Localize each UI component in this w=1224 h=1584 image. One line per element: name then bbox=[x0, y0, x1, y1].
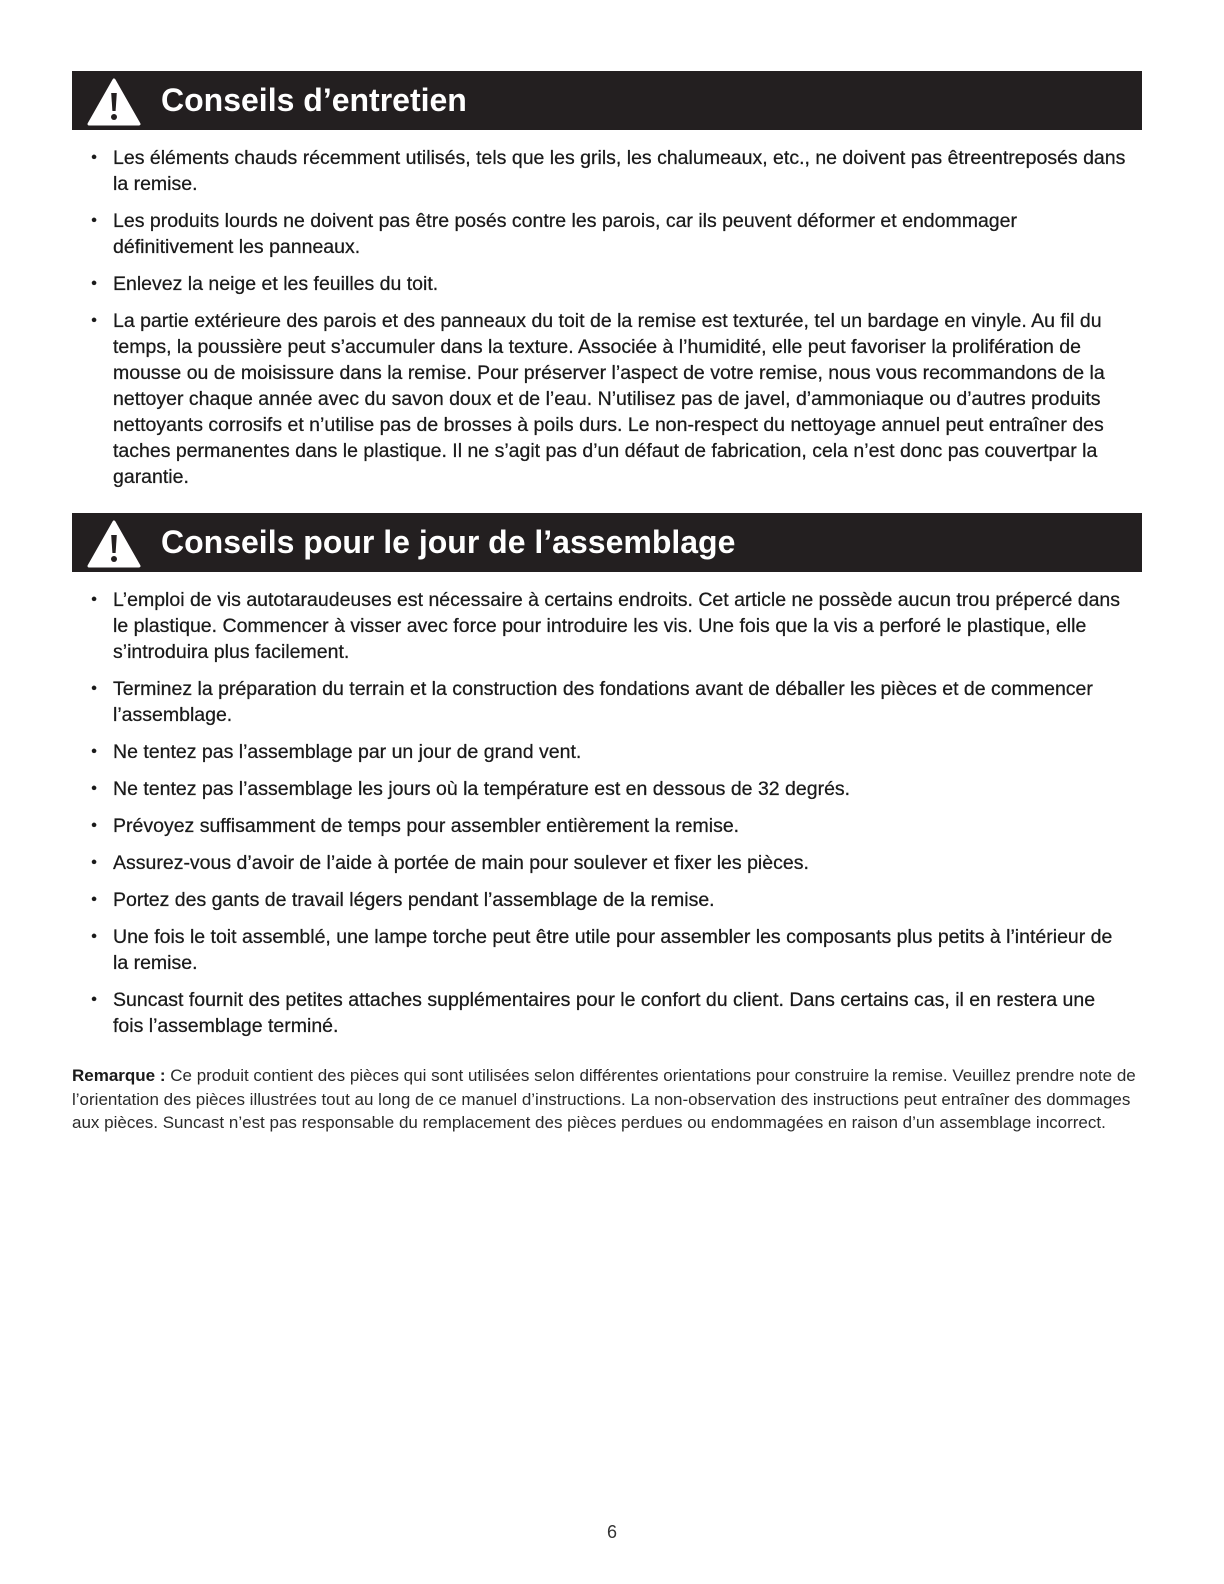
list-item-text: Ne tentez pas l’assemblage les jours où la température est en dessous de 32 degrés. bbox=[113, 778, 851, 800]
list-item-text: Enlevez la neige et les feuilles du toit. bbox=[113, 273, 439, 295]
list-item bbox=[88, 271, 1128, 297]
list-item-text: Les éléments chauds récemment utilisés, tels que les grils, les chalumeaux, etc., ne doivent pas êtreentreposés dans la remise. bbox=[113, 147, 1126, 195]
bullet: • bbox=[91, 149, 97, 166]
list-item-text: Prévoyez suffisamment de temps pour assembler entièrement la remise. bbox=[113, 815, 740, 837]
list-item-text: Une fois le toit assemblé, une lampe torche peut être utile pour assembler les composants plus petits à l’intérieur de la remise. bbox=[113, 926, 1113, 974]
bullet: • bbox=[91, 928, 97, 945]
list-item bbox=[88, 813, 1128, 839]
note-label: Remarque : bbox=[72, 1066, 166, 1085]
bullet: • bbox=[91, 212, 97, 229]
bullet: • bbox=[91, 312, 97, 329]
list-item bbox=[88, 739, 1128, 765]
list-item bbox=[88, 308, 1128, 490]
list-item bbox=[88, 924, 1128, 976]
bullet: • bbox=[91, 591, 97, 608]
section-header-entretien bbox=[72, 71, 1142, 130]
warning-triangle-icon bbox=[87, 520, 141, 568]
list-item-text: L’emploi de vis autotaraudeuses est nécessaire à certains endroits. Cet article ne possède aucun trou prépercé dans le plastique. Commencer à visser avec force pour introduire les vis. Une fois que la vis a perforé le plastique, elle s’introduira plus facilement. bbox=[113, 589, 1121, 663]
section-title: Conseils d’entretien bbox=[161, 82, 467, 118]
list-item bbox=[88, 887, 1128, 913]
list-item-text: Les produits lourds ne doivent pas être posés contre les parois, car ils peuvent déformer et endommager définitivement les panneaux. bbox=[113, 210, 1017, 258]
list-item-text: Assurez-vous d’avoir de l’aide à portée de main pour soulever et fixer les pièces. bbox=[113, 852, 809, 874]
list-item bbox=[88, 850, 1128, 876]
list-item bbox=[88, 987, 1128, 1039]
section-header-assemblage bbox=[72, 513, 1142, 572]
bullet: • bbox=[91, 743, 97, 760]
list-item bbox=[88, 676, 1128, 728]
list-item-text: Terminez la préparation du terrain et la construction des fondations avant de déballer les pièces et de commencer l’assemblage. bbox=[113, 678, 1093, 726]
note-text: Ce produit contient des pièces qui sont utilisées selon différentes orientations pour construire la remise. Veuillez prendre note de l’orientation des pièces illustrées tout au long de ce manuel d’instructions. La non-observation des instructions peut entraîner des dommages aux pièces. Suncast n’est pas responsable du remplacement des pièces perdues ou endommagées en raison d’un assemblage incorrect. bbox=[72, 1066, 1136, 1132]
list-item-text: La partie extérieure des parois et des panneaux du toit de la remise est texturée, tel un bardage en vinyle. Au fil du temps, la poussière peut s’accumuler dans la texture. Associée à l’humidité, elle peut favoriser la prolifération de mousse ou de moisissure dans la remise. Pour préserver l’aspect de votre remise, nous vous recommandons de la nettoyer chaque année avec du savon doux et de l’eau. N’utilisez pas de javel, d’ammoniaque ou d’autres produits nettoyants corrosifs et n’utilise pas de brosses à poils durs. Le non-respect du nettoyage annuel peut entraîner des taches permanentes dans le plastique. Il ne s’agit pas d’un défaut de fabrication, cela n’est donc pas couvertpar la garantie. bbox=[113, 310, 1105, 488]
maintenance-tips-list bbox=[88, 145, 1128, 490]
note-paragraph bbox=[72, 1064, 1137, 1135]
list-item bbox=[88, 776, 1128, 802]
list-item-text: Portez des gants de travail légers pendant l’assemblage de la remise. bbox=[113, 889, 715, 911]
bullet: • bbox=[91, 780, 97, 797]
warning-triangle-icon bbox=[87, 78, 141, 126]
assembly-day-tips-list bbox=[88, 587, 1128, 1039]
bullet: • bbox=[91, 275, 97, 292]
list-item bbox=[88, 145, 1128, 197]
bullet: • bbox=[91, 817, 97, 834]
list-item-text: Suncast fournit des petites attaches supplémentaires pour le confort du client. Dans certains cas, il en restera une fois l’assemblage terminé. bbox=[113, 989, 1096, 1037]
list-item bbox=[88, 587, 1128, 665]
page-number: 6 bbox=[606, 1522, 617, 1542]
bullet: • bbox=[91, 680, 97, 697]
section-title: Conseils pour le jour de l’assemblage bbox=[161, 524, 736, 560]
list-item-text: Ne tentez pas l’assemblage par un jour de grand vent. bbox=[113, 741, 582, 763]
bullet: • bbox=[91, 854, 97, 871]
list-item bbox=[88, 208, 1128, 260]
bullet: • bbox=[91, 891, 97, 908]
bullet: • bbox=[91, 991, 97, 1008]
